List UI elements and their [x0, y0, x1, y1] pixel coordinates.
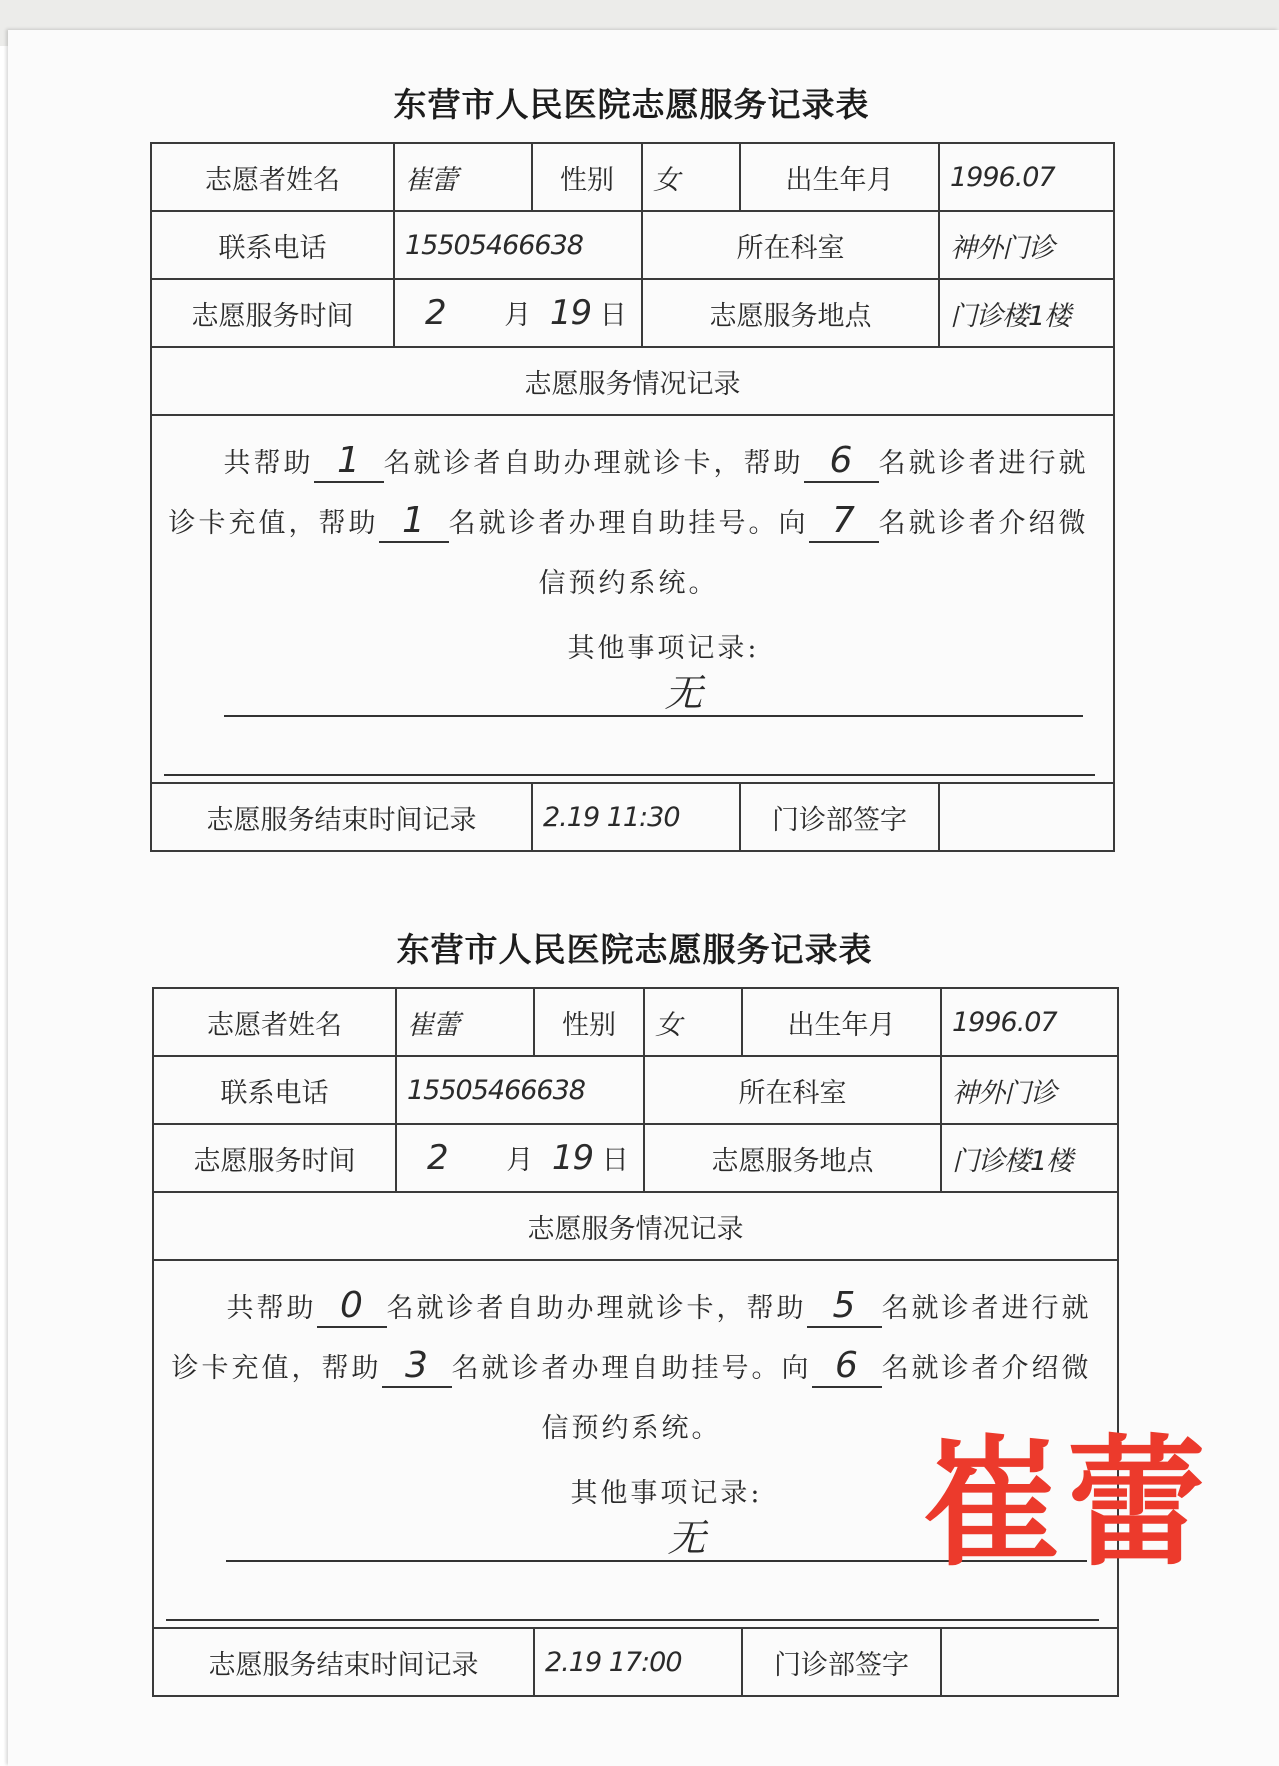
- label-department: 所在科室: [642, 211, 939, 279]
- count-wechat-intro: 6: [812, 1346, 882, 1388]
- label-service-location: 志愿服务地点: [644, 1124, 941, 1192]
- other-notes-value: 无: [224, 673, 1083, 717]
- value-end-time: 2.19 17:00: [534, 1628, 742, 1696]
- label-service-time: 志愿服务时间: [151, 279, 394, 347]
- count-self-service-card: 1: [314, 441, 384, 483]
- label-end-time: 志愿服务结束时间记录: [151, 783, 532, 851]
- label-day: 日: [601, 1145, 629, 1176]
- divider-line: [166, 1617, 1099, 1621]
- label-signature: 门诊部签字: [740, 783, 939, 851]
- row-contact: [151, 211, 1114, 279]
- value-service-date: [394, 279, 642, 347]
- label-gender: 性别: [532, 143, 642, 211]
- form-table: [150, 142, 1115, 852]
- form-title: 东营市人民医院志愿服务记录表: [393, 85, 870, 124]
- other-notes-label: 其他事项记录:: [570, 1478, 763, 1509]
- value-birth: 1996.07: [941, 988, 1118, 1056]
- label-phone: 联系电话: [153, 1056, 396, 1124]
- label-month: 月: [504, 300, 532, 331]
- value-month: 2: [427, 1138, 448, 1178]
- divider-line: [164, 772, 1095, 776]
- label-department: 所在科室: [644, 1056, 941, 1124]
- record-text: 名就诊者进行就诊卡充值，帮助: [171, 1293, 1092, 1384]
- record-text: 名就诊者介绍微信预约系统。: [538, 508, 1089, 599]
- count-self-registration: 3: [382, 1346, 452, 1388]
- count-wechat-intro: 7: [809, 501, 879, 543]
- record-text: 名就诊者自助办理就诊卡，帮助: [383, 448, 804, 479]
- value-phone: 15505466638: [396, 1056, 644, 1124]
- record-text: 名就诊者自助办理就诊卡，帮助: [386, 1293, 807, 1324]
- name-watermark-stamp: 崔蕾: [922, 1423, 1211, 1586]
- value-phone: 15505466638: [394, 211, 642, 279]
- value-birth: 1996.07: [939, 143, 1114, 211]
- label-signature: 门诊部签字: [742, 1628, 941, 1696]
- label-day: 日: [599, 300, 627, 331]
- value-service-date: [396, 1124, 644, 1192]
- count-self-registration: 1: [379, 501, 449, 543]
- label-month: 月: [506, 1145, 534, 1176]
- row-basic-info: [151, 143, 1114, 211]
- count-card-recharge: 5: [807, 1286, 882, 1328]
- row-basic-info: [153, 988, 1118, 1056]
- section-heading: 志愿服务情况记录: [153, 1192, 1118, 1260]
- row-service: [151, 279, 1114, 347]
- row-end-time: [151, 783, 1114, 851]
- record-text: 名就诊者进行就诊卡充值，帮助: [168, 448, 1089, 539]
- volunteer-record-form-1: [150, 80, 1113, 852]
- row-service: [153, 1124, 1118, 1192]
- value-signature: [939, 783, 1114, 851]
- record-text: 名就诊者介绍微信预约系统。: [541, 1353, 1092, 1444]
- form-title: 东营市人民医院志愿服务记录表: [396, 930, 873, 969]
- other-notes-value: 无: [226, 1518, 1087, 1562]
- record-paragraph: [164, 434, 1103, 614]
- row-contact: [153, 1056, 1118, 1124]
- section-heading: 志愿服务情况记录: [151, 347, 1114, 415]
- value-month: 2: [425, 293, 446, 333]
- label-birth: 出生年月: [740, 143, 939, 211]
- other-notes-label: 其他事项记录:: [567, 633, 760, 664]
- value-day: 19: [549, 293, 592, 333]
- row-end-time: [153, 1628, 1118, 1696]
- label-service-location: 志愿服务地点: [642, 279, 939, 347]
- record-body: [151, 415, 1114, 783]
- label-name: 志愿者姓名: [151, 143, 394, 211]
- value-location: 门诊楼1楼: [939, 279, 1114, 347]
- value-end-time: 2.19 11:30: [532, 783, 740, 851]
- record-text: 共帮助: [223, 448, 314, 479]
- count-self-service-card: 0: [317, 1286, 387, 1328]
- label-gender: 性别: [534, 988, 644, 1056]
- value-name: 崔蕾: [394, 143, 532, 211]
- label-end-time: 志愿服务结束时间记录: [153, 1628, 534, 1696]
- value-name: 崔蕾: [396, 988, 534, 1056]
- value-department: 神外门诊: [941, 1056, 1118, 1124]
- label-phone: 联系电话: [151, 211, 394, 279]
- value-gender: 女: [642, 143, 740, 211]
- record-text: 共帮助: [226, 1293, 317, 1324]
- label-name: 志愿者姓名: [153, 988, 396, 1056]
- value-location: 门诊楼1楼: [941, 1124, 1118, 1192]
- value-day: 19: [551, 1138, 594, 1178]
- value-gender: 女: [644, 988, 742, 1056]
- value-signature: [941, 1628, 1118, 1696]
- form-table: [152, 987, 1119, 1697]
- record-text: 名就诊者办理自助挂号。向: [448, 508, 809, 539]
- value-department: 神外门诊: [939, 211, 1114, 279]
- count-card-recharge: 6: [804, 441, 879, 483]
- record-text: 名就诊者办理自助挂号。向: [451, 1353, 812, 1384]
- label-service-time: 志愿服务时间: [153, 1124, 396, 1192]
- label-birth: 出生年月: [742, 988, 941, 1056]
